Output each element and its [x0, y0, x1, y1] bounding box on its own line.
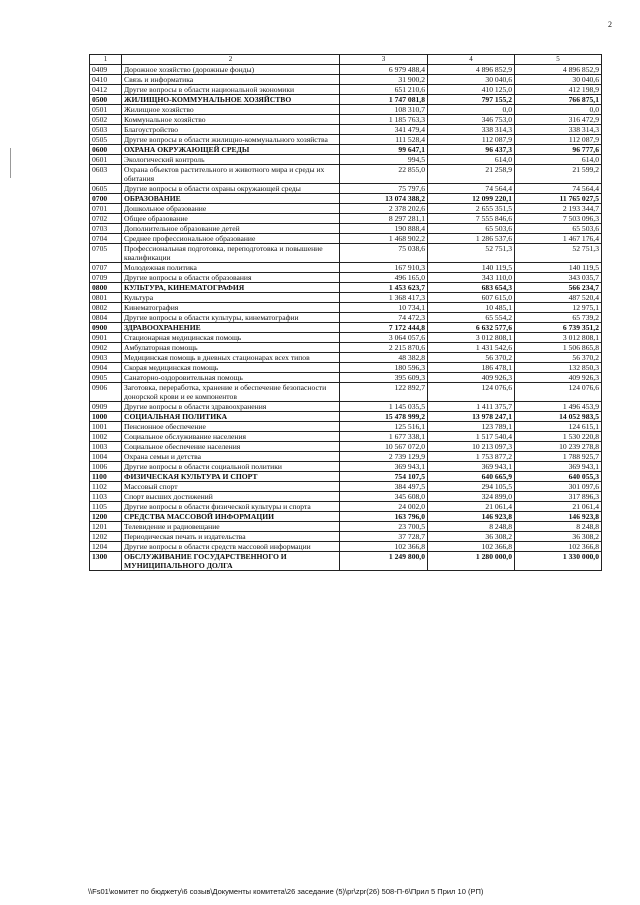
- table-row: [90, 432, 602, 442]
- row-amount-v4: 614,0: [428, 155, 515, 165]
- row-amount-v5: 132 850,3: [515, 363, 602, 373]
- row-amount-v3: 10 734,1: [340, 303, 428, 313]
- row-amount-v5: 409 926,3: [515, 373, 602, 383]
- row-amount-v3: 48 382,8: [340, 353, 428, 363]
- header-cell: 4: [428, 55, 515, 65]
- table-row: [90, 412, 602, 422]
- row-amount-v4: 10 485,1: [428, 303, 515, 313]
- row-amount-v4: 1 753 877,2: [428, 452, 515, 462]
- table-row: [90, 442, 602, 452]
- row-amount-v5: 301 097,6: [515, 482, 602, 492]
- table-row: [90, 512, 602, 522]
- row-amount-v5: 1 330 000,0: [515, 552, 602, 571]
- row-amount-v3: 1 453 623,7: [340, 283, 428, 293]
- row-amount-v4: 1 411 375,7: [428, 402, 515, 412]
- row-amount-v3: 167 910,3: [340, 263, 428, 273]
- row-code: 0800: [90, 283, 122, 293]
- row-name: Общее образование: [122, 214, 340, 224]
- row-name: ФИЗИЧЕСКАЯ КУЛЬТУРА И СПОРТ: [122, 472, 340, 482]
- table-row: [90, 263, 602, 273]
- row-amount-v3: 2 378 202,6: [340, 204, 428, 214]
- row-amount-v3: 125 516,1: [340, 422, 428, 432]
- row-amount-v3: 369 943,1: [340, 462, 428, 472]
- table-row: [90, 522, 602, 532]
- row-name: Другие вопросы в области жилищно-коммунального хозяйства: [122, 135, 340, 145]
- row-name: Культура: [122, 293, 340, 303]
- row-name: Другие вопросы в области национальной экономики: [122, 85, 340, 95]
- row-code: 0705: [90, 244, 122, 263]
- row-amount-v5: 1 506 865,8: [515, 343, 602, 353]
- row-amount-v5: 487 520,4: [515, 293, 602, 303]
- table-row: [90, 283, 602, 293]
- row-amount-v3: 7 172 444,8: [340, 323, 428, 333]
- row-amount-v4: 21 061,4: [428, 502, 515, 512]
- row-name: ЖИЛИЩНО-КОММУНАЛЬНОЕ ХОЗЯЙСТВО: [122, 95, 340, 105]
- row-amount-v4: 1 280 000,0: [428, 552, 515, 571]
- row-name: Спорт высших достижений: [122, 492, 340, 502]
- row-code: 0605: [90, 184, 122, 194]
- row-amount-v3: 1 249 800,0: [340, 552, 428, 571]
- row-amount-v4: 65 554,2: [428, 313, 515, 323]
- row-amount-v5: 112 087,9: [515, 135, 602, 145]
- row-amount-v3: 122 892,7: [340, 383, 428, 402]
- row-name: Периодическая печать и издательства: [122, 532, 340, 542]
- row-amount-v4: 74 564,4: [428, 184, 515, 194]
- row-amount-v4: 369 943,1: [428, 462, 515, 472]
- row-code: 0704: [90, 234, 122, 244]
- row-amount-v3: 190 888,4: [340, 224, 428, 234]
- row-amount-v5: 74 564,4: [515, 184, 602, 194]
- row-amount-v4: 65 503,6: [428, 224, 515, 234]
- row-name: ЗДРАВООХРАНЕНИЕ: [122, 323, 340, 333]
- row-amount-v4: 3 012 808,1: [428, 333, 515, 343]
- row-amount-v5: 140 119,5: [515, 263, 602, 273]
- footer-file-path: \\Fs01\комитет по бюджету\6 созыв\Документы комитета\26 заседание (5)\pr\zpr(26) 508-П-6\Прил 5 Прил 10 (РП): [88, 887, 484, 896]
- table-row: [90, 313, 602, 323]
- row-amount-v3: 395 609,3: [340, 373, 428, 383]
- row-name: Социальное обслуживание населения: [122, 432, 340, 442]
- row-code: 0902: [90, 343, 122, 353]
- table-row: [90, 532, 602, 542]
- row-amount-v5: 12 975,1: [515, 303, 602, 313]
- header-cell: 5: [515, 55, 602, 65]
- row-amount-v4: 640 665,9: [428, 472, 515, 482]
- row-code: 0601: [90, 155, 122, 165]
- table-row: [90, 155, 602, 165]
- row-amount-v5: 1 530 220,8: [515, 432, 602, 442]
- row-amount-v3: 994,5: [340, 155, 428, 165]
- row-amount-v3: 3 064 057,6: [340, 333, 428, 343]
- row-amount-v4: 56 370,2: [428, 353, 515, 363]
- row-amount-v5: 2 193 344,7: [515, 204, 602, 214]
- row-name: СОЦИАЛЬНАЯ ПОЛИТИКА: [122, 412, 340, 422]
- row-code: 0901: [90, 333, 122, 343]
- row-amount-v5: 124 615,1: [515, 422, 602, 432]
- row-amount-v3: 102 366,8: [340, 542, 428, 552]
- row-amount-v4: 338 314,3: [428, 125, 515, 135]
- row-amount-v5: 766 875,1: [515, 95, 602, 105]
- row-code: 1204: [90, 542, 122, 552]
- row-amount-v3: 6 979 488,4: [340, 65, 428, 75]
- row-code: 1000: [90, 412, 122, 422]
- row-name: Другие вопросы в области социальной политики: [122, 462, 340, 472]
- row-amount-v4: 13 978 247,1: [428, 412, 515, 422]
- table-row: [90, 125, 602, 135]
- row-amount-v3: 1 368 417,3: [340, 293, 428, 303]
- header-row: [90, 55, 602, 65]
- row-name: Другие вопросы в области образования: [122, 273, 340, 283]
- row-name: Молодежная политика: [122, 263, 340, 273]
- row-amount-v4: 410 125,0: [428, 85, 515, 95]
- row-code: 0707: [90, 263, 122, 273]
- table-row: [90, 204, 602, 214]
- table-row: [90, 105, 602, 115]
- row-amount-v3: 15 478 999,2: [340, 412, 428, 422]
- row-code: 0909: [90, 402, 122, 412]
- row-code: 0410: [90, 75, 122, 85]
- row-amount-v5: 21 061,4: [515, 502, 602, 512]
- row-amount-v5: 317 896,3: [515, 492, 602, 502]
- row-code: 1004: [90, 452, 122, 462]
- row-amount-v5: 412 198,9: [515, 85, 602, 95]
- row-name: ОБРАЗОВАНИЕ: [122, 194, 340, 204]
- row-code: 1200: [90, 512, 122, 522]
- row-amount-v5: 10 239 278,8: [515, 442, 602, 452]
- row-amount-v4: 683 654,3: [428, 283, 515, 293]
- table-row: [90, 303, 602, 313]
- table-row: [90, 85, 602, 95]
- row-name: Социальное обеспечение населения: [122, 442, 340, 452]
- row-code: 0600: [90, 145, 122, 155]
- table-row: [90, 115, 602, 125]
- row-amount-v5: 14 052 983,5: [515, 412, 602, 422]
- table-row: [90, 214, 602, 224]
- row-code: 0900: [90, 323, 122, 333]
- row-name: СРЕДСТВА МАССОВОЙ ИНФОРМАЦИИ: [122, 512, 340, 522]
- row-code: 0505: [90, 135, 122, 145]
- table-row: [90, 273, 602, 283]
- table-row: [90, 383, 602, 402]
- row-amount-v4: 294 105,5: [428, 482, 515, 492]
- table-row: [90, 373, 602, 383]
- row-name: ОБСЛУЖИВАНИЕ ГОСУДАРСТВЕННОГО И МУНИЦИПАЛЬНОГО ДОЛГА: [122, 552, 340, 571]
- row-amount-v5: 0,0: [515, 105, 602, 115]
- row-amount-v5: 566 234,7: [515, 283, 602, 293]
- table-row: [90, 244, 602, 263]
- row-amount-v3: 74 472,3: [340, 313, 428, 323]
- scan-mark: [10, 148, 11, 178]
- table-row: [90, 95, 602, 105]
- row-amount-v4: 36 308,2: [428, 532, 515, 542]
- row-amount-v4: 607 615,0: [428, 293, 515, 303]
- row-amount-v4: 30 040,6: [428, 75, 515, 85]
- row-name: Телевидение и радиовещание: [122, 522, 340, 532]
- row-amount-v5: 316 472,9: [515, 115, 602, 125]
- row-amount-v4: 186 478,1: [428, 363, 515, 373]
- row-amount-v3: 1 677 338,1: [340, 432, 428, 442]
- table-row: [90, 184, 602, 194]
- table-row: [90, 224, 602, 234]
- row-code: 0701: [90, 204, 122, 214]
- row-amount-v3: 37 728,7: [340, 532, 428, 542]
- row-amount-v5: 56 370,2: [515, 353, 602, 363]
- row-name: Кинематография: [122, 303, 340, 313]
- row-amount-v4: 8 248,8: [428, 522, 515, 532]
- row-name: Жилищное хозяйство: [122, 105, 340, 115]
- row-amount-v4: 102 366,8: [428, 542, 515, 552]
- row-amount-v5: 146 923,8: [515, 512, 602, 522]
- row-amount-v4: 324 899,0: [428, 492, 515, 502]
- row-amount-v3: 651 210,6: [340, 85, 428, 95]
- row-code: 0501: [90, 105, 122, 115]
- row-amount-v4: 146 923,8: [428, 512, 515, 522]
- row-amount-v5: 65 503,6: [515, 224, 602, 234]
- row-amount-v3: 75 797,6: [340, 184, 428, 194]
- row-name: ОХРАНА ОКРУЖАЮЩЕЙ СРЕДЫ: [122, 145, 340, 155]
- row-amount-v3: 99 647,1: [340, 145, 428, 155]
- row-name: Дополнительное образование детей: [122, 224, 340, 234]
- row-amount-v5: 36 308,2: [515, 532, 602, 542]
- table-row: [90, 462, 602, 472]
- header-cell: 1: [90, 55, 122, 65]
- row-amount-v3: 13 074 388,2: [340, 194, 428, 204]
- row-code: 1300: [90, 552, 122, 571]
- row-code: 1202: [90, 532, 122, 542]
- row-name: Амбулаторная помощь: [122, 343, 340, 353]
- row-amount-v4: 123 789,1: [428, 422, 515, 432]
- row-amount-v3: 111 528,4: [340, 135, 428, 145]
- table-row: [90, 492, 602, 502]
- row-code: 0903: [90, 353, 122, 363]
- row-amount-v4: 96 437,3: [428, 145, 515, 155]
- row-amount-v5: 640 055,3: [515, 472, 602, 482]
- header-cell: 3: [340, 55, 428, 65]
- table-row: [90, 502, 602, 512]
- row-amount-v5: 124 076,6: [515, 383, 602, 402]
- row-amount-v4: 4 896 852,9: [428, 65, 515, 75]
- row-code: 0702: [90, 214, 122, 224]
- row-amount-v5: 4 896 852,9: [515, 65, 602, 75]
- row-code: 0500: [90, 95, 122, 105]
- row-name: Связь и информатика: [122, 75, 340, 85]
- row-amount-v5: 1 467 176,4: [515, 234, 602, 244]
- row-name: Пенсионное обеспечение: [122, 422, 340, 432]
- row-name: Охрана семьи и детства: [122, 452, 340, 462]
- row-amount-v3: 384 497,5: [340, 482, 428, 492]
- row-name: Медицинская помощь в дневных стационарах всех типов: [122, 353, 340, 363]
- row-amount-v3: 754 107,5: [340, 472, 428, 482]
- row-amount-v4: 112 087,9: [428, 135, 515, 145]
- row-name: Экологический контроль: [122, 155, 340, 165]
- row-name: Охрана объектов растительного и животного мира и среды их обитания: [122, 165, 340, 184]
- table-row: [90, 145, 602, 155]
- row-amount-v5: 102 366,8: [515, 542, 602, 552]
- row-amount-v3: 2 739 129,9: [340, 452, 428, 462]
- table-row: [90, 194, 602, 204]
- row-amount-v5: 343 035,7: [515, 273, 602, 283]
- row-code: 0904: [90, 363, 122, 373]
- row-code: 0409: [90, 65, 122, 75]
- row-name: КУЛЬТУРА, КИНЕМАТОГРАФИЯ: [122, 283, 340, 293]
- table-row: [90, 135, 602, 145]
- table-row: [90, 75, 602, 85]
- row-amount-v4: 140 119,5: [428, 263, 515, 273]
- row-code: 1201: [90, 522, 122, 532]
- row-amount-v5: 369 943,1: [515, 462, 602, 472]
- row-amount-v3: 75 038,6: [340, 244, 428, 263]
- table-row: [90, 165, 602, 184]
- row-amount-v5: 3 012 808,1: [515, 333, 602, 343]
- row-code: 0905: [90, 373, 122, 383]
- row-code: 0801: [90, 293, 122, 303]
- row-amount-v4: 0,0: [428, 105, 515, 115]
- row-amount-v4: 409 926,3: [428, 373, 515, 383]
- row-code: 0703: [90, 224, 122, 234]
- row-name: Благоустройство: [122, 125, 340, 135]
- row-amount-v3: 496 165,0: [340, 273, 428, 283]
- row-amount-v3: 1 468 902,2: [340, 234, 428, 244]
- row-amount-v3: 31 900,2: [340, 75, 428, 85]
- table-row: [90, 333, 602, 343]
- table-row: [90, 452, 602, 462]
- row-amount-v3: 24 002,0: [340, 502, 428, 512]
- row-amount-v5: 338 314,3: [515, 125, 602, 135]
- row-amount-v5: 96 777,6: [515, 145, 602, 155]
- row-amount-v3: 8 297 281,1: [340, 214, 428, 224]
- row-code: 1103: [90, 492, 122, 502]
- row-name: Заготовка, переработка, хранение и обеспечение безопасности донорской крови и ее компонентов: [122, 383, 340, 402]
- row-code: 0502: [90, 115, 122, 125]
- row-amount-v3: 180 596,3: [340, 363, 428, 373]
- row-code: 0603: [90, 165, 122, 184]
- row-amount-v3: 1 145 035,5: [340, 402, 428, 412]
- row-amount-v5: 65 739,2: [515, 313, 602, 323]
- table-row: [90, 402, 602, 412]
- row-amount-v4: 1 517 540,4: [428, 432, 515, 442]
- row-name: Другие вопросы в области здравоохранения: [122, 402, 340, 412]
- table-row: [90, 363, 602, 373]
- row-code: 0802: [90, 303, 122, 313]
- row-name: Среднее профессиональное образование: [122, 234, 340, 244]
- row-amount-v4: 2 655 351,5: [428, 204, 515, 214]
- row-name: Другие вопросы в области средств массовой информации: [122, 542, 340, 552]
- row-code: 0804: [90, 313, 122, 323]
- row-amount-v5: 8 248,8: [515, 522, 602, 532]
- row-amount-v4: 346 753,0: [428, 115, 515, 125]
- row-name: Коммунальное хозяйство: [122, 115, 340, 125]
- table-row: [90, 353, 602, 363]
- row-amount-v5: 614,0: [515, 155, 602, 165]
- table-row: [90, 323, 602, 333]
- row-amount-v3: 2 215 870,6: [340, 343, 428, 353]
- row-code: 1105: [90, 502, 122, 512]
- row-amount-v5: 1 496 453,9: [515, 402, 602, 412]
- row-code: 1100: [90, 472, 122, 482]
- row-amount-v4: 343 110,0: [428, 273, 515, 283]
- table-row: [90, 552, 602, 571]
- row-amount-v4: 124 076,6: [428, 383, 515, 402]
- row-amount-v3: 163 796,0: [340, 512, 428, 522]
- row-code: 0709: [90, 273, 122, 283]
- row-name: Другие вопросы в области культуры, кинематографии: [122, 313, 340, 323]
- row-code: 1001: [90, 422, 122, 432]
- table-row: [90, 234, 602, 244]
- row-name: Санаторно-оздоровительная помощь: [122, 373, 340, 383]
- row-amount-v4: 10 213 097,3: [428, 442, 515, 452]
- row-amount-v3: 341 479,4: [340, 125, 428, 135]
- row-amount-v3: 22 855,0: [340, 165, 428, 184]
- table-row: [90, 542, 602, 552]
- row-code: 1006: [90, 462, 122, 472]
- row-amount-v5: 1 788 925,7: [515, 452, 602, 462]
- row-amount-v5: 30 040,6: [515, 75, 602, 85]
- table-row: [90, 472, 602, 482]
- row-amount-v3: 23 700,5: [340, 522, 428, 532]
- table-row: [90, 343, 602, 353]
- page-number: 2: [608, 20, 612, 29]
- table-row: [90, 422, 602, 432]
- row-amount-v5: 21 599,2: [515, 165, 602, 184]
- row-name: Другие вопросы в области охраны окружающей среды: [122, 184, 340, 194]
- row-amount-v3: 345 608,0: [340, 492, 428, 502]
- row-code: 1003: [90, 442, 122, 452]
- row-amount-v4: 6 632 577,6: [428, 323, 515, 333]
- header-cell: 2: [122, 55, 340, 65]
- budget-table: [89, 54, 602, 571]
- row-code: 0503: [90, 125, 122, 135]
- row-code: 1002: [90, 432, 122, 442]
- row-name: Массовый спорт: [122, 482, 340, 492]
- table-body: [90, 65, 602, 571]
- row-code: 1102: [90, 482, 122, 492]
- row-amount-v5: 6 739 351,2: [515, 323, 602, 333]
- row-amount-v4: 797 155,2: [428, 95, 515, 105]
- row-code: 0906: [90, 383, 122, 402]
- row-code: 0700: [90, 194, 122, 204]
- row-amount-v3: 10 567 072,0: [340, 442, 428, 452]
- row-amount-v4: 52 751,3: [428, 244, 515, 263]
- row-code: 0412: [90, 85, 122, 95]
- table-row: [90, 482, 602, 492]
- row-amount-v4: 21 258,9: [428, 165, 515, 184]
- row-name: Дошкольное образование: [122, 204, 340, 214]
- row-amount-v4: 12 099 220,1: [428, 194, 515, 204]
- row-amount-v4: 7 555 846,6: [428, 214, 515, 224]
- row-name: Скорая медицинская помощь: [122, 363, 340, 373]
- row-amount-v3: 1 185 763,3: [340, 115, 428, 125]
- row-amount-v4: 1 431 542,6: [428, 343, 515, 353]
- row-amount-v3: 108 310,7: [340, 105, 428, 115]
- row-name: Профессиональная подготовка, переподготовка и повышение квалификации: [122, 244, 340, 263]
- table-row: [90, 65, 602, 75]
- row-amount-v3: 1 747 081,8: [340, 95, 428, 105]
- table-row: [90, 293, 602, 303]
- row-name: Стационарная медицинская помощь: [122, 333, 340, 343]
- row-amount-v5: 11 765 027,5: [515, 194, 602, 204]
- row-name: Другие вопросы в области физической культуры и спорта: [122, 502, 340, 512]
- row-name: Дорожное хозяйство (дорожные фонды): [122, 65, 340, 75]
- row-amount-v5: 52 751,3: [515, 244, 602, 263]
- row-amount-v4: 1 286 537,6: [428, 234, 515, 244]
- row-amount-v5: 7 503 096,3: [515, 214, 602, 224]
